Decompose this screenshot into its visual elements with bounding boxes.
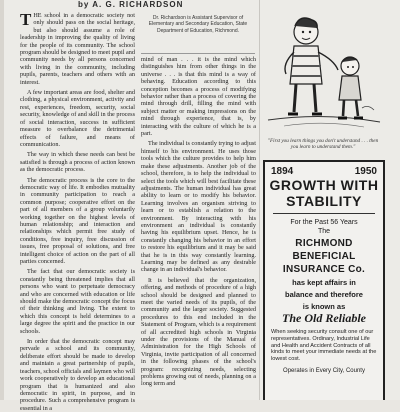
- article-paragraph: The fact that our democratic society is constantly being threatened implies that all persons who want to perpetuate democracy and who are concerned with education or life should make the democratic concept the focus of their thinking and living. The extent to which this concept is held determines to a large degree the spirit and the practice in our schools.: [20, 268, 135, 335]
- ad-company-2: BENEFICIAL: [292, 251, 356, 262]
- article-paragraph: It is believed that the organization, offering, and methods of procedure of a high school should be designed and planned to meet the varied needs of its pupils, of the community and the larger society. Suggested procedures to this end included in the Statement of Program, which is a requirement of all accredited high schools in Virginia under the provisions of the Manual of Administration for the High Schools of Virginia, invite participation of all concerned in the following phases of the school's program: recognizing needs, selecting problems growing out of needs, planning on a long term and: [141, 276, 256, 388]
- ad-tagline-2: balance and therefore: [285, 290, 363, 299]
- ad-headline-2: STABILITY: [286, 193, 362, 209]
- ad-company-1: RICHMOND: [295, 238, 353, 249]
- article-paragraph: mind of man . . . it is the mind which distinguishes him from other things in the universe . . . is that this mind is a way of behaving. Education according to this conception becomes a process of modifying behavior rather than a process of covering the mind through drill, filling the mind with subject matter or making impressions on the mind through experience, that is, by interacting with the culture of which he is a part.: [141, 56, 256, 138]
- insurance-advertisement: [263, 160, 385, 400]
- article-paragraph: In order that the democratic concept may pervade a school and its community, deliberate effort should be made to develop and maintain a great partnership of pupils, teachers, school officials and laymen who will work cooperatively to develop an educational program that is humanized and also democratic in spirit, in purpose, and in procedure. Such a comprehensive program is essential in a: [20, 338, 135, 412]
- article-column-2: [141, 56, 256, 400]
- cartoon-illustration: [264, 0, 382, 135]
- ad-company-3: INSURANCE Co.: [282, 264, 366, 275]
- ad-subline-1: For the Past 56 Years: [290, 219, 358, 226]
- ad-year-end: 1950: [354, 166, 377, 177]
- ad-headline-1: GROWTH WITH: [269, 177, 379, 193]
- article-paragraph: The way in which these needs can best be satisfied is through a process of action known as the democratic process.: [20, 151, 135, 174]
- column-divider: [259, 0, 260, 400]
- ad-body-text: When seeking security consult one of our representatives. Ordinary, Industrial Life and Health and Accident Contracts of all kinds to meet your immediate needs at the lowest cost.: [271, 329, 377, 363]
- drop-cap: T: [20, 10, 32, 29]
- page-binding-edge: [0, 0, 4, 400]
- author-note: Dr. Richardson is Assistant Supervisor of Elementary and Secondary Education, State Department of Education, Richmond.: [141, 10, 255, 54]
- ad-tagline-1: has kept affairs in: [292, 278, 356, 287]
- byline: by A. G. RICHARDSON: [78, 0, 184, 9]
- ad-year-start: 1894: [271, 166, 294, 177]
- article-paragraph: The individual is constantly trying to adjust himself to his environment. He uses those tools which the culture provides to help him make these adjustments. Another job of the school, therefore, is to help the individual to select the tools which will best facilitate these adjustments. The human individual has great ability to learn or to modify his behavior. Learning involves an organism striving to learn or to establish a relation to the environment. By interacting with his environment an individual is constantly having his equilibrium upset. Hence, he is constantly changing his behavior in an effort to restore his equilibrium and it may be said that he is in this way constantly learning. Learning may be defined as any desirable change in an individual's behavior.: [141, 140, 256, 274]
- ad-years: [265, 162, 383, 177]
- cartoon-caption: "First you learn things you don't understand . . . then you learn to understand them.": [267, 138, 379, 151]
- article-paragraph: The democratic process is the core to the democratic way of life. It embodies mutuality in community participation to reach a common purpose; cooperative effort on the part of all members of a group voluntarily working together on the highest levels of human relationship; and interaction and relationships which permit free study of conditions, free inquiry, free discussion of issues, free proposal of solutions, and free intelligent choice of action on the part of all parties concerned.: [20, 176, 135, 265]
- ad-slogan: The Old Reliable: [282, 311, 366, 325]
- ad-footer: Operates in Every City, County: [283, 367, 365, 374]
- ad-tagline-3: is known as: [302, 302, 346, 311]
- article-paragraph: A few important areas are food, shelter and clothing, a physical environment, activity and rest, experiences, freedom, security, social security, knowledge of and skill in the process of social interaction, success in sufficient measure to overbalance the detrimental effects of failure, and means of communication.: [20, 89, 135, 148]
- ad-rule: [273, 213, 375, 214]
- ad-subline-2: The: [317, 228, 331, 235]
- article-paragraph: THE school in a democratic society not only should pass on the social heritage, but also should assume a role of leadership in improving the quality of living for the people of its community. The school program should be designed to meet pupil and community needs by all persons concerned with living in the community, including pupils, parents, teachers and others with an interest.: [20, 10, 135, 86]
- article-column-1: [20, 10, 135, 412]
